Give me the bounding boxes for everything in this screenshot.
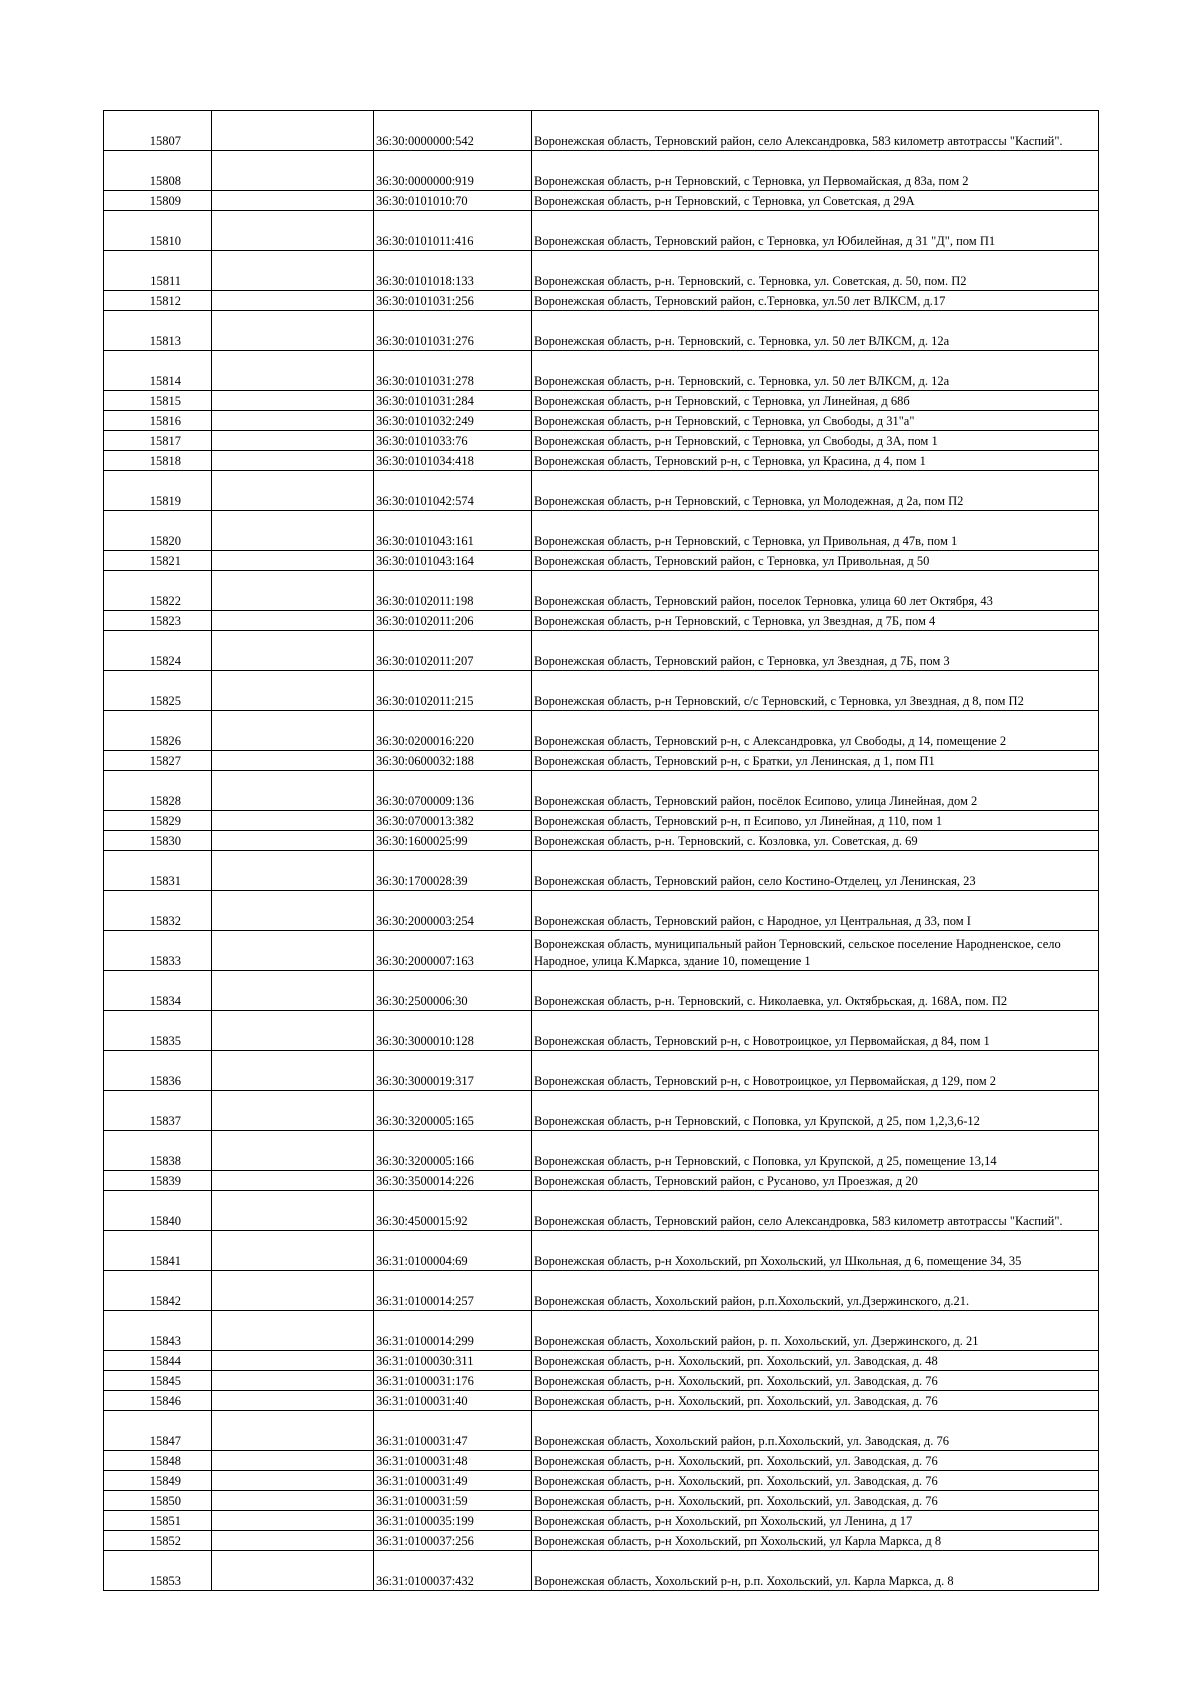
row-number-cell: 15821 (104, 551, 212, 571)
table-row (104, 1371, 1099, 1391)
cadastral-number-cell: 36:30:0102011:215 (374, 671, 532, 711)
table-row (104, 1271, 1099, 1311)
row-number-cell: 15816 (104, 411, 212, 431)
table-row (104, 931, 1099, 971)
empty-cell (212, 1411, 374, 1451)
empty-cell (212, 1551, 374, 1591)
table-row (104, 511, 1099, 551)
cadastral-number-cell: 36:30:0200016:220 (374, 711, 532, 751)
cadastral-number-cell: 36:30:0102011:198 (374, 571, 532, 611)
address-cell: Воронежская область, Терновский район, село Костино-Отделец, ул Ленинская, 23 (532, 851, 1099, 891)
table-row (104, 151, 1099, 191)
table-row (104, 1131, 1099, 1171)
empty-cell (212, 1451, 374, 1471)
table-row (104, 1491, 1099, 1511)
registry-table-body (104, 111, 1099, 1591)
empty-cell (212, 1351, 374, 1371)
table-row (104, 431, 1099, 451)
row-number-cell: 15842 (104, 1271, 212, 1311)
empty-cell (212, 1131, 374, 1171)
table-row (104, 1451, 1099, 1471)
address-cell: Воронежская область, р-н Терновский, с Терновка, ул Свободы, д 31"а" (532, 411, 1099, 431)
address-cell: Воронежская область, р-н Терновский, с Терновка, ул Молодежная, д 2а, пом П2 (532, 471, 1099, 511)
row-number-cell: 15809 (104, 191, 212, 211)
address-cell: Воронежская область, р-н Терновский, с Терновка, ул Звездная, д 7Б, пом 4 (532, 611, 1099, 631)
row-number-cell: 15840 (104, 1191, 212, 1231)
table-row (104, 1231, 1099, 1271)
row-number-cell: 15838 (104, 1131, 212, 1171)
empty-cell (212, 1191, 374, 1231)
row-number-cell: 15823 (104, 611, 212, 631)
address-cell: Воронежская область, р-н Терновский, с Поповка, ул Крупской, д 25, пом 1,2,3,6-12 (532, 1091, 1099, 1131)
cadastral-number-cell: 36:30:0000000:919 (374, 151, 532, 191)
address-cell: Воронежская область, р-н. Хохольский, рп. Хохольский, ул. Заводская, д. 76 (532, 1371, 1099, 1391)
table-row (104, 411, 1099, 431)
cadastral-number-cell: 36:31:0100031:49 (374, 1471, 532, 1491)
table-row (104, 111, 1099, 151)
address-cell: Воронежская область, Терновский район, с Русаново, ул Проезжая, д 20 (532, 1171, 1099, 1191)
table-row (104, 671, 1099, 711)
cadastral-number-cell: 36:30:0700013:382 (374, 811, 532, 831)
address-cell: Воронежская область, Хохольский район, р.п.Хохольский, ул. Заводская, д. 76 (532, 1411, 1099, 1451)
empty-cell (212, 611, 374, 631)
address-cell: Воронежская область, Терновский р-н, с Братки, ул Ленинская, д 1, пом П1 (532, 751, 1099, 771)
row-number-cell: 15829 (104, 811, 212, 831)
address-cell: Воронежская область, р-н Терновский, с Терновка, ул Советская, д 29А (532, 191, 1099, 211)
row-number-cell: 15836 (104, 1051, 212, 1091)
cadastral-number-cell: 36:30:2000003:254 (374, 891, 532, 931)
empty-cell (212, 551, 374, 571)
cadastral-number-cell: 36:30:3200005:165 (374, 1091, 532, 1131)
row-number-cell: 15815 (104, 391, 212, 411)
row-number-cell: 15833 (104, 931, 212, 971)
table-row (104, 631, 1099, 671)
empty-cell (212, 1471, 374, 1491)
address-cell: Воронежская область, Терновский район, посёлок Есипово, улица Линейная, дом 2 (532, 771, 1099, 811)
address-cell: Воронежская область, Хохольский район, р. п. Хохольский, ул. Дзержинского, д. 21 (532, 1311, 1099, 1351)
address-cell: Воронежская область, Терновский район, село Александровка, 583 километр автотрассы "Каспий". (532, 111, 1099, 151)
row-number-cell: 15845 (104, 1371, 212, 1391)
table-row (104, 611, 1099, 631)
registry-table (103, 110, 1099, 1591)
cadastral-number-cell: 36:31:0100014:257 (374, 1271, 532, 1311)
table-row (104, 391, 1099, 411)
address-cell: Воронежская область, р-н. Терновский, с. Козловка, ул. Советская, д. 69 (532, 831, 1099, 851)
cadastral-number-cell: 36:30:0101043:161 (374, 511, 532, 551)
table-row (104, 471, 1099, 511)
empty-cell (212, 891, 374, 931)
cadastral-number-cell: 36:31:0100035:199 (374, 1511, 532, 1531)
cadastral-number-cell: 36:30:3500014:226 (374, 1171, 532, 1191)
table-row (104, 451, 1099, 471)
address-cell: Воронежская область, Терновский р-н, с Терновка, ул Красина, д 4, пом 1 (532, 451, 1099, 471)
cadastral-number-cell: 36:30:3000010:128 (374, 1011, 532, 1051)
cadastral-number-cell: 36:30:3200005:166 (374, 1131, 532, 1171)
cadastral-number-cell: 36:30:0700009:136 (374, 771, 532, 811)
empty-cell (212, 671, 374, 711)
address-cell: Воронежская область, р-н Терновский, с Терновка, ул Первомайская, д 83а, пом 2 (532, 151, 1099, 191)
empty-cell (212, 411, 374, 431)
empty-cell (212, 771, 374, 811)
address-cell: Воронежская область, р-н Терновский, с Терновка, ул Свободы, д 3А, пом 1 (532, 431, 1099, 451)
row-number-cell: 15825 (104, 671, 212, 711)
address-cell: Воронежская область, муниципальный район Терновский, сельское поселение Народненское, село Народное, улица К.Маркса, здание 10, помещение 1 (532, 931, 1099, 971)
row-number-cell: 15811 (104, 251, 212, 291)
table-row (104, 1091, 1099, 1131)
address-cell: Воронежская область, Терновский район, поселок Терновка, улица 60 лет Октября, 43 (532, 571, 1099, 611)
empty-cell (212, 1051, 374, 1091)
empty-cell (212, 211, 374, 251)
empty-cell (212, 291, 374, 311)
row-number-cell: 15851 (104, 1511, 212, 1531)
cadastral-number-cell: 36:30:0101033:76 (374, 431, 532, 451)
cadastral-number-cell: 36:30:0600032:188 (374, 751, 532, 771)
row-number-cell: 15830 (104, 831, 212, 851)
row-number-cell: 15808 (104, 151, 212, 191)
address-cell: Воронежская область, Терновский р-н, с Новотроицкое, ул Первомайская, д 129, пом 2 (532, 1051, 1099, 1091)
table-row (104, 711, 1099, 751)
empty-cell (212, 1171, 374, 1191)
empty-cell (212, 311, 374, 351)
table-row (104, 1511, 1099, 1531)
cadastral-number-cell: 36:31:0100031:176 (374, 1371, 532, 1391)
cadastral-number-cell: 36:30:2500006:30 (374, 971, 532, 1011)
row-number-cell: 15820 (104, 511, 212, 551)
cadastral-number-cell: 36:30:1600025:99 (374, 831, 532, 851)
empty-cell (212, 1371, 374, 1391)
empty-cell (212, 931, 374, 971)
row-number-cell: 15853 (104, 1551, 212, 1591)
empty-cell (212, 471, 374, 511)
address-cell: Воронежская область, р-н. Хохольский, рп. Хохольский, ул. Заводская, д. 76 (532, 1391, 1099, 1411)
row-number-cell: 15822 (104, 571, 212, 611)
empty-cell (212, 831, 374, 851)
empty-cell (212, 111, 374, 151)
address-cell: Воронежская область, р-н Терновский, с Поповка, ул Крупской, д 25, помещение 13,14 (532, 1131, 1099, 1171)
row-number-cell: 15826 (104, 711, 212, 751)
row-number-cell: 15844 (104, 1351, 212, 1371)
table-row (104, 751, 1099, 771)
address-cell: Воронежская область, р-н Терновский, с Терновка, ул Привольная, д 47в, пом 1 (532, 511, 1099, 551)
row-number-cell: 15839 (104, 1171, 212, 1191)
cadastral-number-cell: 36:31:0100037:432 (374, 1551, 532, 1591)
cadastral-number-cell: 36:30:3000019:317 (374, 1051, 532, 1091)
table-row (104, 571, 1099, 611)
address-cell: Воронежская область, р-н Терновский, с Терновка, ул Линейная, д 68б (532, 391, 1099, 411)
address-cell: Воронежская область, р-н Хохольский, рп Хохольский, ул Ленина, д 17 (532, 1511, 1099, 1531)
table-row (104, 191, 1099, 211)
row-number-cell: 15843 (104, 1311, 212, 1351)
row-number-cell: 15850 (104, 1491, 212, 1511)
row-number-cell: 15848 (104, 1451, 212, 1471)
table-row (104, 291, 1099, 311)
row-number-cell: 15819 (104, 471, 212, 511)
row-number-cell: 15847 (104, 1411, 212, 1451)
address-cell: Воронежская область, р-н. Терновский, с. Терновка, ул. 50 лет ВЛКСМ, д. 12а (532, 311, 1099, 351)
cadastral-number-cell: 36:31:0100030:311 (374, 1351, 532, 1371)
cadastral-number-cell: 36:30:2000007:163 (374, 931, 532, 971)
address-cell: Воронежская область, Терновский район, с.Терновка, ул.50 лет ВЛКСМ, д.17 (532, 291, 1099, 311)
empty-cell (212, 391, 374, 411)
address-cell: Воронежская область, Терновский р-н, с Александровка, ул Свободы, д 14, помещение 2 (532, 711, 1099, 751)
table-row (104, 1551, 1099, 1591)
row-number-cell: 15835 (104, 1011, 212, 1051)
address-cell: Воронежская область, р-н. Хохольский, рп. Хохольский, ул. Заводская, д. 76 (532, 1451, 1099, 1471)
row-number-cell: 15852 (104, 1531, 212, 1551)
row-number-cell: 15818 (104, 451, 212, 471)
table-row (104, 211, 1099, 251)
cadastral-number-cell: 36:30:0101018:133 (374, 251, 532, 291)
row-number-cell: 15849 (104, 1471, 212, 1491)
table-row (104, 311, 1099, 351)
table-row (104, 1191, 1099, 1231)
table-row (104, 771, 1099, 811)
address-cell: Воронежская область, р-н. Терновский, с. Терновка, ул. Советская, д. 50, пом. П2 (532, 251, 1099, 291)
empty-cell (212, 711, 374, 751)
table-row (104, 1011, 1099, 1051)
row-number-cell: 15814 (104, 351, 212, 391)
cadastral-number-cell: 36:30:0102011:206 (374, 611, 532, 631)
row-number-cell: 15812 (104, 291, 212, 311)
table-row (104, 1531, 1099, 1551)
cadastral-number-cell: 36:30:0000000:542 (374, 111, 532, 151)
empty-cell (212, 1011, 374, 1051)
table-row (104, 1471, 1099, 1491)
table-row (104, 811, 1099, 831)
empty-cell (212, 1091, 374, 1131)
address-cell: Воронежская область, р-н. Хохольский, рп. Хохольский, ул. Заводская, д. 48 (532, 1351, 1099, 1371)
empty-cell (212, 151, 374, 191)
cadastral-number-cell: 36:30:0101031:276 (374, 311, 532, 351)
empty-cell (212, 851, 374, 891)
empty-cell (212, 251, 374, 291)
address-cell: Воронежская область, р-н Хохольский, рп Хохольский, ул Карла Маркса, д 8 (532, 1531, 1099, 1551)
cadastral-number-cell: 36:31:0100031:40 (374, 1391, 532, 1411)
empty-cell (212, 631, 374, 671)
empty-cell (212, 1491, 374, 1511)
address-cell: Воронежская область, Терновский район, с Народное, ул Центральная, д 33, пом I (532, 891, 1099, 931)
cadastral-number-cell: 36:30:0101032:249 (374, 411, 532, 431)
cadastral-number-cell: 36:30:0101031:284 (374, 391, 532, 411)
empty-cell (212, 351, 374, 391)
cadastral-number-cell: 36:31:0100014:299 (374, 1311, 532, 1351)
address-cell: Воронежская область, р-н. Хохольский, рп. Хохольский, ул. Заводская, д. 76 (532, 1471, 1099, 1491)
table-row (104, 1351, 1099, 1371)
cadastral-number-cell: 36:30:0101043:164 (374, 551, 532, 571)
address-cell: Воронежская область, Терновский р-н, п Есипово, ул Линейная, д 110, пом 1 (532, 811, 1099, 831)
row-number-cell: 15813 (104, 311, 212, 351)
row-number-cell: 15827 (104, 751, 212, 771)
address-cell: Воронежская область, Хохольский район, р.п.Хохольский, ул.Дзержинского, д.21. (532, 1271, 1099, 1311)
empty-cell (212, 511, 374, 551)
row-number-cell: 15810 (104, 211, 212, 251)
table-row (104, 971, 1099, 1011)
table-row (104, 351, 1099, 391)
address-cell: Воронежская область, р-н. Терновский, с. Терновка, ул. 50 лет ВЛКСМ, д. 12а (532, 351, 1099, 391)
row-number-cell: 15824 (104, 631, 212, 671)
row-number-cell: 15834 (104, 971, 212, 1011)
address-cell: Воронежская область, Терновский район, с Терновка, ул Звездная, д 7Б, пом 3 (532, 631, 1099, 671)
cadastral-number-cell: 36:30:0101042:574 (374, 471, 532, 511)
table-row (104, 891, 1099, 931)
address-cell: Воронежская область, р-н Хохольский, рп Хохольский, ул Школьная, д 6, помещение 34, 35 (532, 1231, 1099, 1271)
cadastral-number-cell: 36:31:0100031:48 (374, 1451, 532, 1471)
address-cell: Воронежская область, Терновский район, с Терновка, ул Юбилейная, д 31 "Д", пом П1 (532, 211, 1099, 251)
row-number-cell: 15841 (104, 1231, 212, 1271)
empty-cell (212, 1231, 374, 1271)
table-row (104, 1391, 1099, 1411)
row-number-cell: 15837 (104, 1091, 212, 1131)
address-cell: Воронежская область, Терновский район, село Александровка, 583 километр автотрассы "Каспий". (532, 1191, 1099, 1231)
table-row (104, 551, 1099, 571)
empty-cell (212, 451, 374, 471)
address-cell: Воронежская область, Хохольский р-н, р.п. Хохольский, ул. Карла Маркса, д. 8 (532, 1551, 1099, 1591)
empty-cell (212, 1391, 374, 1411)
cadastral-number-cell: 36:30:1700028:39 (374, 851, 532, 891)
table-row (104, 1411, 1099, 1451)
table-row (104, 1311, 1099, 1351)
cadastral-number-cell: 36:30:0101034:418 (374, 451, 532, 471)
empty-cell (212, 971, 374, 1011)
address-cell: Воронежская область, Терновский район, с Терновка, ул Привольная, д 50 (532, 551, 1099, 571)
table-row (104, 1171, 1099, 1191)
cadastral-number-cell: 36:30:4500015:92 (374, 1191, 532, 1231)
cadastral-number-cell: 36:31:0100004:69 (374, 1231, 532, 1271)
empty-cell (212, 191, 374, 211)
cadastral-number-cell: 36:31:0100031:47 (374, 1411, 532, 1451)
empty-cell (212, 1531, 374, 1551)
row-number-cell: 15832 (104, 891, 212, 931)
address-cell: Воронежская область, Терновский р-н, с Новотроицкое, ул Первомайская, д 84, пом 1 (532, 1011, 1099, 1051)
table-row (104, 251, 1099, 291)
empty-cell (212, 431, 374, 451)
address-cell: Воронежская область, р-н. Хохольский, рп. Хохольский, ул. Заводская, д. 76 (532, 1491, 1099, 1511)
empty-cell (212, 571, 374, 611)
address-cell: Воронежская область, р-н. Терновский, с. Николаевка, ул. Октябрьская, д. 168А, пом. П2 (532, 971, 1099, 1011)
row-number-cell: 15831 (104, 851, 212, 891)
row-number-cell: 15828 (104, 771, 212, 811)
empty-cell (212, 1511, 374, 1531)
empty-cell (212, 1271, 374, 1311)
cadastral-number-cell: 36:30:0101010:70 (374, 191, 532, 211)
cadastral-number-cell: 36:30:0101031:256 (374, 291, 532, 311)
table-row (104, 1051, 1099, 1091)
table-row (104, 851, 1099, 891)
cadastral-number-cell: 36:30:0101011:416 (374, 211, 532, 251)
row-number-cell: 15807 (104, 111, 212, 151)
empty-cell (212, 1311, 374, 1351)
cadastral-number-cell: 36:31:0100031:59 (374, 1491, 532, 1511)
cadastral-number-cell: 36:30:0102011:207 (374, 631, 532, 671)
table-row (104, 831, 1099, 851)
empty-cell (212, 751, 374, 771)
row-number-cell: 15817 (104, 431, 212, 451)
row-number-cell: 15846 (104, 1391, 212, 1411)
empty-cell (212, 811, 374, 831)
cadastral-number-cell: 36:30:0101031:278 (374, 351, 532, 391)
address-cell: Воронежская область, р-н Терновский, с/с Терновский, с Терновка, ул Звездная, д 8, пом П2 (532, 671, 1099, 711)
cadastral-number-cell: 36:31:0100037:256 (374, 1531, 532, 1551)
